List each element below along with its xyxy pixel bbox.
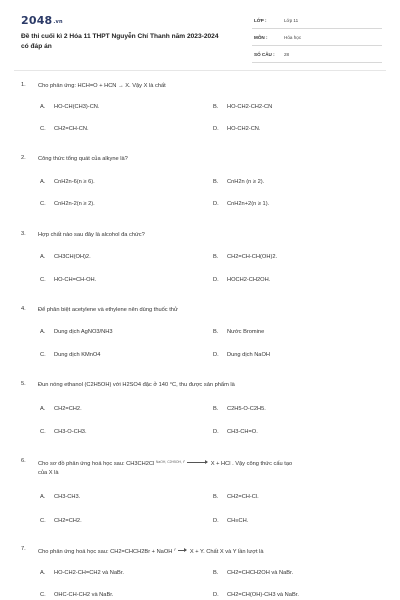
option-letter: D.	[213, 429, 219, 435]
question-stem: Cho phản ứng: HCH=O + HCN → X. Vậy X là chất	[38, 83, 166, 89]
meta-panel	[252, 14, 382, 65]
document-header	[0, 0, 400, 70]
reaction-condition: t°	[173, 548, 177, 552]
meta-row-count	[252, 48, 382, 63]
option-letter: C.	[40, 201, 46, 207]
meta-key: MÔN :	[254, 35, 268, 40]
option-letter: A.	[40, 179, 46, 185]
option-text: CH2=CH2.	[54, 518, 82, 524]
option-letter: C.	[40, 352, 46, 358]
option-letter: B.	[213, 329, 219, 335]
option-letter: C.	[40, 429, 46, 435]
option-letter: C.	[40, 126, 46, 132]
question-stem	[38, 458, 378, 478]
reaction-arrow-icon	[178, 550, 186, 551]
option-letter: A.	[40, 570, 46, 576]
question-stem: Đun nóng ethanol (C2H5OH) với H2SO4 đặc ở 140 °C, thu được sản phẩm là	[38, 382, 235, 388]
meta-key: SỐ CÂU :	[254, 52, 275, 57]
option-letter: D.	[213, 277, 219, 283]
question-number: 6.	[21, 458, 26, 464]
option-letter: C.	[40, 518, 46, 524]
stem-part: X + Y. Chất X và Y lần lượt là	[189, 549, 264, 555]
option-text: CH2=CH2.	[54, 406, 82, 412]
option-text: CH2=CH(OH)-CH3 và NaBr.	[227, 592, 299, 598]
meta-key: LỚP :	[254, 18, 267, 23]
meta-row-subject	[252, 31, 382, 46]
option-letter: B.	[213, 254, 219, 260]
option-text: HO-CH2-CN.	[227, 126, 261, 132]
option-text: CH2=CH-Cl.	[227, 494, 259, 500]
reaction-arrow-icon	[187, 462, 207, 463]
option-text: HO-CH=CH-OH.	[54, 277, 97, 283]
option-text: CnH2n-2(n ≥ 2).	[54, 201, 95, 207]
option-text: CH2=CH-CH(OH)2.	[227, 254, 278, 260]
option-text: Nước Bromine	[227, 329, 265, 335]
meta-value: Lớp 11	[284, 18, 299, 23]
question-number: 1.	[21, 82, 26, 88]
option-text: Dung dịch NaOH	[227, 352, 270, 358]
stem-part: của X là	[38, 470, 59, 476]
stem-part: Cho phản ứng hoá học sau: CH2=CHCH2Br + NaOH	[38, 549, 173, 555]
option-text: CnH2n (n ≥ 2).	[227, 179, 265, 185]
option-text: CH2=CHCH2OH và NaBr.	[227, 570, 294, 576]
option-letter: D.	[213, 126, 219, 132]
option-text: CH2=CH-CN.	[54, 126, 89, 132]
option-letter: D.	[213, 201, 219, 207]
option-text: HO-CH2-CH2-CN	[227, 104, 273, 110]
logo-suffix: .vn	[53, 19, 63, 25]
option-letter: C.	[40, 592, 46, 598]
question-stem: Công thức tổng quát của alkyne là?	[38, 156, 128, 162]
option-text: Dung dịch AgNO3/NH3	[54, 329, 113, 335]
site-logo[interactable]	[21, 14, 63, 27]
question-number: 5.	[21, 381, 26, 387]
option-text: HOCH2-CH2OH.	[227, 277, 271, 283]
option-letter: D.	[213, 518, 219, 524]
option-letter: B.	[213, 179, 219, 185]
page-title: Đề thi cuối kì 2 Hóa 11 THPT Nguyễn Chí Thanh năm 2023-2024 có đáp án	[21, 33, 219, 50]
logo-text: 2048	[21, 14, 53, 27]
stem-part: X + HCl . Vậy công thức cấu tạo	[210, 461, 293, 467]
option-text: Dung dịch KMnO4	[54, 352, 101, 358]
question-number: 4.	[21, 306, 26, 312]
option-letter: C.	[40, 277, 46, 283]
option-text: CH3-CH=O.	[227, 429, 258, 435]
option-text: HO-CH(CH3)-CN.	[54, 104, 100, 110]
option-text: OHC-CH-CH2 và NaBr.	[54, 592, 114, 598]
meta-value: Hóa học	[284, 35, 302, 40]
question-stem: Hợp chất nào sau đây là alcohol đa chức?	[38, 232, 145, 238]
question-number: 7.	[21, 546, 26, 552]
option-letter: A.	[40, 494, 46, 500]
option-letter: D.	[213, 592, 219, 598]
question-number: 3.	[21, 231, 26, 237]
question-number: 2.	[21, 155, 26, 161]
option-text: HO-CH2-CH=CH2 và NaBr.	[54, 570, 125, 576]
option-letter: B.	[213, 406, 219, 412]
option-letter: B.	[213, 104, 219, 110]
meta-value: 28	[284, 52, 290, 57]
option-letter: A.	[40, 104, 46, 110]
question-stem	[38, 546, 378, 557]
option-letter: B.	[213, 570, 219, 576]
option-text: CH≡CH.	[227, 518, 249, 524]
option-text: CH3-CH3.	[54, 494, 81, 500]
option-letter: A.	[40, 254, 46, 260]
header-divider	[14, 70, 386, 71]
option-text: C2H5-O-C2H5.	[227, 406, 266, 412]
meta-row-class	[252, 14, 382, 29]
option-letter: A.	[40, 329, 46, 335]
reaction-condition: NaOH, C2H5OH, t°	[155, 460, 186, 464]
option-letter: D.	[213, 352, 219, 358]
question-stem: Để phân biệt acetylene và ethylene nên dùng thuốc thử	[38, 307, 178, 313]
stem-part: Cho sơ đồ phản ứng hoá học sau: CH3CH2Cl	[38, 461, 155, 467]
option-text: CnH2n-6(n ≥ 6).	[54, 179, 95, 185]
option-text: CnH2n+2(n ≥ 1).	[227, 201, 270, 207]
option-letter: A.	[40, 406, 46, 412]
option-text: CH3CH(OH)2.	[54, 254, 91, 260]
option-letter: B.	[213, 494, 219, 500]
option-text: CH3-O-CH3.	[54, 429, 87, 435]
